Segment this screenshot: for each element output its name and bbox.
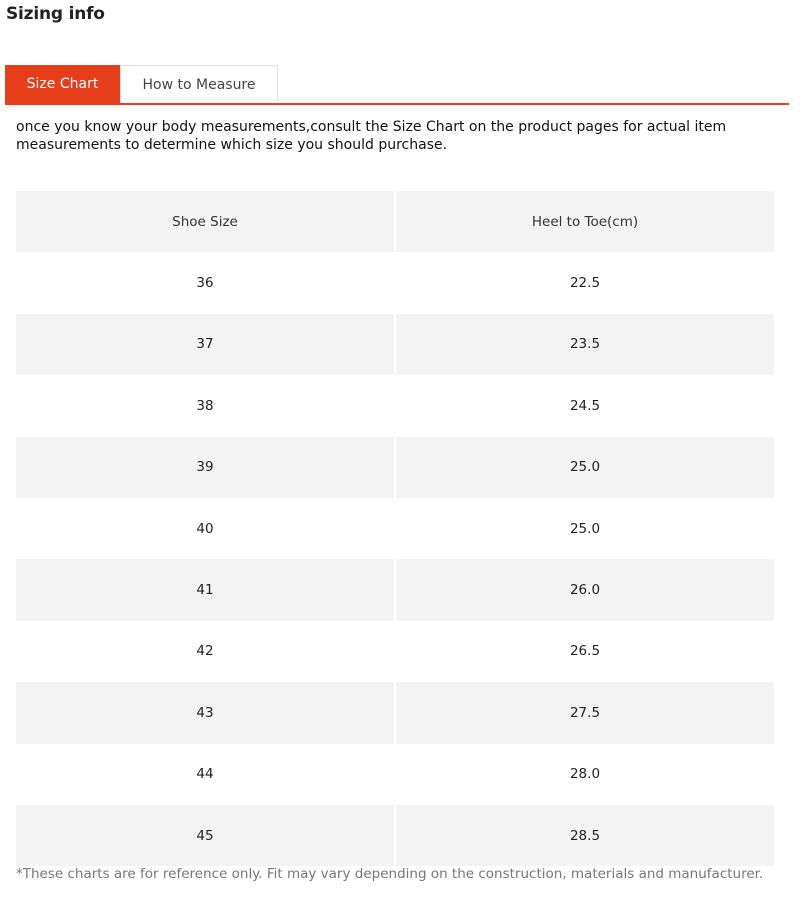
shoe-size-cell: 39 [16, 437, 394, 498]
table-row [16, 621, 774, 682]
heel-to-toe-cell: 27.5 [396, 682, 774, 743]
heel-to-toe-cell: 24.5 [569, 397, 601, 414]
column-header-heel-to-toe: Heel to Toe(cm) [396, 191, 774, 252]
heel-to-toe-cell: 23.5 [396, 314, 774, 375]
table-row [16, 682, 774, 743]
intro-text: once you know your body measurements,consult the Size Chart on the product pages for actual item measurements to determine which size you should purchase. [16, 119, 727, 153]
heel-to-toe-cell: 28.5 [396, 805, 774, 866]
tab-how-to-measure[interactable]: How to Measure [120, 65, 278, 103]
shoe-size-cell: 40 [196, 520, 214, 537]
tab-size-chart[interactable]: Size Chart [5, 65, 120, 103]
reference-note: *These charts are for reference only. Fit may vary depending on the construction, materials and manufacturer. [16, 866, 764, 882]
table-row [16, 559, 774, 620]
table-row [16, 805, 774, 866]
heel-to-toe-cell: 26.0 [396, 559, 774, 620]
page-title: Sizing info [6, 4, 105, 24]
tab-bar [5, 65, 789, 105]
heel-to-toe-cell: 25.0 [569, 520, 601, 537]
shoe-size-cell: 43 [16, 682, 394, 743]
shoe-size-cell: 37 [16, 314, 394, 375]
table-row [16, 375, 774, 436]
shoe-size-cell: 36 [196, 275, 214, 292]
column-header-shoe-size: Shoe Size [16, 191, 394, 252]
heel-to-toe-cell: 28.0 [569, 766, 601, 783]
heel-to-toe-cell: 25.0 [396, 437, 774, 498]
table-row [16, 498, 774, 559]
shoe-size-cell: 44 [196, 766, 214, 783]
shoe-size-cell: 45 [16, 805, 394, 866]
heel-to-toe-cell: 26.5 [569, 643, 601, 660]
table-row [16, 437, 774, 498]
table-row [16, 314, 774, 375]
shoe-size-cell: 38 [196, 397, 214, 414]
size-chart-table [14, 191, 776, 866]
table-header-row [16, 191, 774, 252]
shoe-size-cell: 41 [16, 559, 394, 620]
heel-to-toe-cell: 22.5 [569, 275, 601, 292]
table-row [16, 744, 774, 805]
table-row [16, 252, 774, 313]
shoe-size-cell: 42 [196, 643, 214, 660]
